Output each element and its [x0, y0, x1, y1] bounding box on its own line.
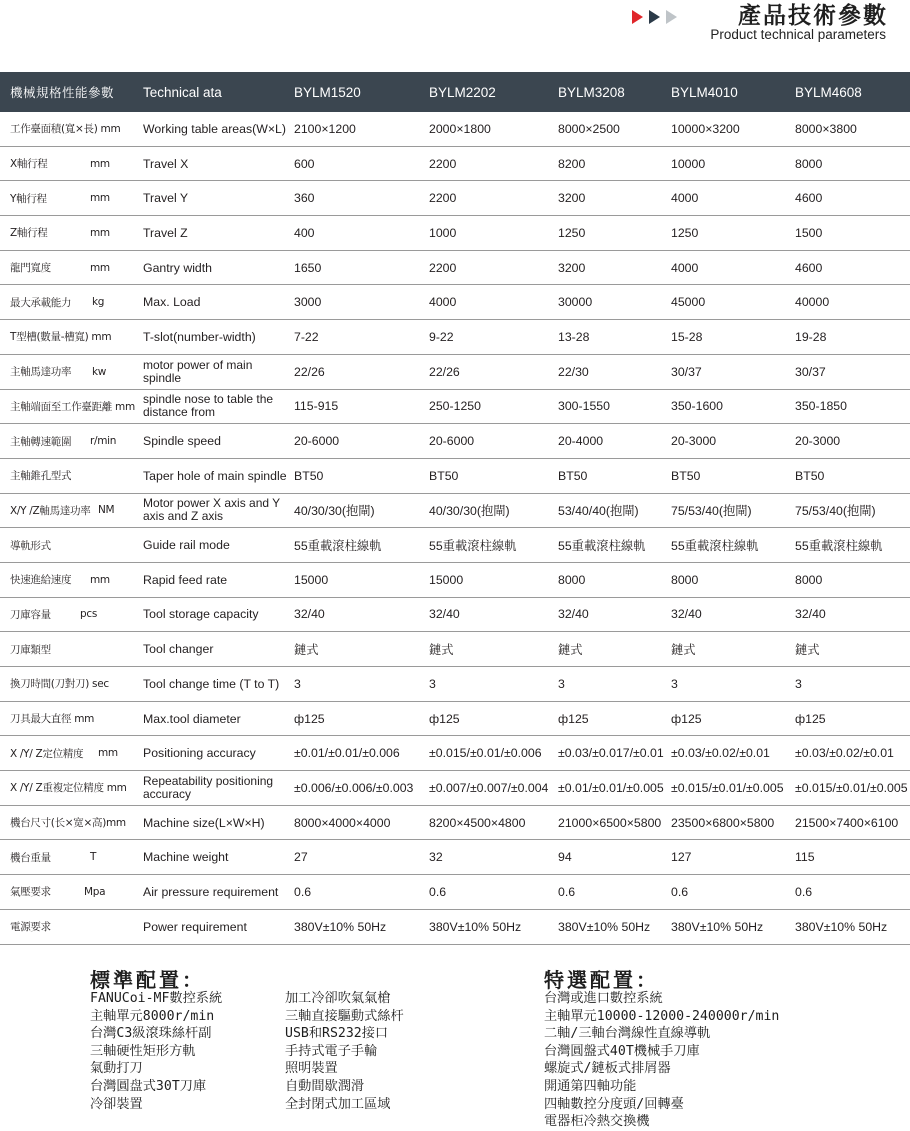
- spec-value: 55重載滾柱線軌: [294, 539, 382, 554]
- spec-value: 2200: [429, 191, 457, 206]
- param-name-en: Power requirement: [143, 919, 247, 934]
- spec-value: BT50: [429, 468, 459, 483]
- spec-value: 350-1850: [795, 399, 847, 414]
- param-zh-label: 主軸轉速範圍: [10, 435, 72, 448]
- spec-value: 9-22: [429, 329, 454, 344]
- spec-value: 30/37: [795, 364, 826, 379]
- spec-value: 8000×4000×4000: [294, 815, 391, 830]
- spec-value: 380V±10% 50Hz: [671, 919, 764, 934]
- spec-value: 15000: [294, 572, 329, 587]
- param-zh-label: 刀庫類型: [10, 643, 51, 656]
- param-name-zh: [10, 424, 138, 458]
- table-row: [0, 424, 910, 459]
- table-row: [0, 598, 910, 633]
- param-unit: kg: [92, 296, 105, 309]
- spec-value: BT50: [671, 468, 701, 483]
- spec-value: ф125: [671, 711, 702, 726]
- spec-value: 40000: [795, 295, 830, 310]
- spec-value: ±0.015/±0.01/±0.006: [429, 746, 542, 761]
- spec-value: 8200: [558, 156, 586, 171]
- config-item: 二軸/三軸台灣線性直線導軌: [544, 1026, 711, 1042]
- param-name-en: Travel Z: [143, 225, 188, 240]
- table-row: [0, 771, 910, 806]
- spec-value: 400: [294, 225, 315, 240]
- spec-value: ±0.03/±0.02/±0.01: [671, 746, 770, 761]
- table-row: [0, 147, 910, 182]
- spec-value: 1250: [558, 225, 586, 240]
- spec-value: 4000: [429, 295, 457, 310]
- param-zh-label: 主軸馬達功率: [10, 366, 72, 379]
- table-row: [0, 806, 910, 841]
- config-item: 三軸硬性矩形方軌: [90, 1043, 196, 1059]
- config-item: 台灣或進口數控系統: [544, 991, 663, 1006]
- spec-value: 15-28: [671, 329, 703, 344]
- spec-value: 3: [429, 676, 436, 691]
- param-zh-label: X /Y/ Z重複定位精度 mm: [10, 782, 127, 795]
- spec-value: 40/30/30(抱閘): [429, 504, 510, 519]
- table-row: [0, 840, 910, 875]
- spec-value: 15000: [429, 572, 464, 587]
- config-item: 加工冷卻吹氣氣槍: [285, 991, 391, 1006]
- param-name-zh: [10, 181, 138, 215]
- spec-value: 32/40: [294, 607, 325, 622]
- config-item: 手持式電子手輪: [285, 1043, 378, 1059]
- page-title: 產品技術參數: [738, 3, 888, 29]
- spec-value: 115: [795, 850, 815, 865]
- param-unit: pcs: [80, 608, 98, 621]
- spec-value: ±0.03/±0.02/±0.01: [795, 746, 894, 761]
- spec-value: 13-28: [558, 329, 590, 344]
- param-name-zh: [10, 528, 138, 562]
- spec-value: BT50: [795, 468, 825, 483]
- spec-value: ±0.01/±0.01/±0.005: [558, 780, 664, 795]
- param-unit: mm: [90, 157, 110, 170]
- param-name-en: spindle nose to table the distance from: [143, 392, 274, 420]
- param-name-en: Spindle speed: [143, 434, 221, 449]
- spec-value: 55重載滾柱線軌: [795, 539, 883, 554]
- spec-value: 鏈式: [671, 643, 696, 658]
- param-unit: mm: [90, 226, 110, 239]
- table-row: [0, 285, 910, 320]
- spec-value: ф125: [429, 711, 460, 726]
- param-unit: Mpa: [84, 885, 106, 898]
- table-row: [0, 216, 910, 251]
- spec-value: 23500×6800×5800: [671, 815, 775, 830]
- header-cell-model: BYLM4010: [671, 84, 738, 100]
- spec-value: 2000×1800: [429, 121, 491, 136]
- table-row: [0, 702, 910, 737]
- spec-value: 75/53/40(抱閘): [795, 504, 876, 519]
- config-item: 冷卻裝置: [90, 1096, 143, 1112]
- spec-value: 3: [795, 676, 802, 691]
- spec-value: 3: [294, 676, 301, 691]
- param-name-zh: [10, 806, 138, 840]
- spec-value: 380V±10% 50Hz: [429, 919, 522, 934]
- header-cell-model: BYLM2202: [429, 84, 496, 100]
- spec-value: 20-6000: [429, 434, 475, 449]
- param-name-zh: [10, 910, 138, 944]
- spec-value: ±0.007/±0.007/±0.004: [429, 780, 549, 795]
- spec-value: 3200: [558, 191, 586, 206]
- spec-value: BT50: [558, 468, 588, 483]
- spec-value: ±0.006/±0.006/±0.003: [294, 780, 414, 795]
- spec-value: 21500×7400×6100: [795, 815, 899, 830]
- param-name-zh: [10, 736, 138, 770]
- config-item: 照明裝置: [285, 1061, 338, 1077]
- param-name-en: Gantry width: [143, 260, 213, 275]
- spec-value: 0.6: [795, 884, 813, 899]
- spec-value: ±0.015/±0.01/±0.005: [671, 780, 784, 795]
- param-name-en: Motor power X axis and Y axis and Z axis: [143, 496, 280, 524]
- spec-value: 32: [429, 850, 443, 865]
- table-row: [0, 736, 910, 771]
- spec-value: 380V±10% 50Hz: [294, 919, 387, 934]
- param-name-zh: [10, 598, 138, 632]
- param-name-en: Tool change time (T to T): [143, 676, 280, 691]
- spec-value: 4000: [671, 191, 699, 206]
- spec-value: 600: [294, 156, 315, 171]
- param-name-en: Air pressure requirement: [143, 884, 279, 899]
- optional-config-title: 特選配置：: [544, 968, 659, 992]
- param-unit: kw: [92, 365, 107, 378]
- table-row: [0, 459, 910, 494]
- spec-value: 40/30/30(抱閘): [294, 504, 375, 519]
- spec-value: 20-4000: [558, 434, 604, 449]
- spec-value: 350-1600: [671, 399, 723, 414]
- spec-value: 21000×6500×5800: [558, 815, 662, 830]
- param-name-en: Max.tool diameter: [143, 711, 241, 726]
- page-subtitle: Product technical parameters: [710, 27, 886, 42]
- config-item: 台灣圓盘式30T刀庫: [90, 1078, 207, 1094]
- param-name-en: Max. Load: [143, 295, 201, 310]
- table-row: [0, 355, 910, 390]
- spec-value: 1250: [671, 225, 699, 240]
- param-name-en: Positioning accuracy: [143, 746, 256, 761]
- table-row: [0, 667, 910, 702]
- param-unit: mm: [90, 261, 110, 274]
- config-item: 主軸單元10000-12000-240000r/min: [544, 1008, 780, 1024]
- spec-value: 32/40: [429, 607, 460, 622]
- table-row: [0, 632, 910, 667]
- spec-value: BT50: [294, 468, 324, 483]
- param-name-zh: [10, 875, 138, 909]
- param-name-en: Repeatability positioning accuracy: [143, 773, 274, 801]
- param-zh-label: 刀具最大直徑 mm: [10, 713, 95, 726]
- spec-value: 7-22: [294, 329, 319, 344]
- spec-value: 94: [558, 850, 572, 865]
- param-zh-label: 電源要求: [10, 921, 51, 934]
- spec-value: 300-1550: [558, 399, 610, 414]
- table-row: [0, 181, 910, 216]
- param-name-zh: [10, 251, 138, 285]
- config-item: 螺旋式/鏈板式排屑器: [544, 1061, 671, 1077]
- spec-value: 27: [294, 850, 308, 865]
- param-zh-label: 主軸錐孔型式: [10, 470, 72, 483]
- param-name-zh: [10, 285, 138, 319]
- spec-value: 20-6000: [294, 434, 340, 449]
- param-unit: mm: [90, 192, 110, 205]
- header-cell-model: BYLM1520: [294, 84, 361, 100]
- standard-config-title: 標準配置：: [90, 968, 205, 992]
- param-zh-label: 刀庫容量: [10, 608, 51, 621]
- param-name-zh: [10, 840, 138, 874]
- config-item: 台灣圓盤式40T機械手刀庫: [544, 1043, 700, 1059]
- param-name-en: motor power of main spindle: [143, 357, 253, 385]
- table-row: [0, 875, 910, 910]
- config-item: 四軸數控分度頭/回轉臺: [544, 1096, 684, 1112]
- table-header-row: [0, 72, 910, 112]
- spec-value: 45000: [671, 295, 706, 310]
- param-zh-label: Z軸行程: [10, 227, 48, 240]
- spec-value: 鏈式: [294, 643, 319, 658]
- table-row: [0, 910, 910, 945]
- param-unit: T: [90, 851, 97, 864]
- table-row: [0, 251, 910, 286]
- table-row: [0, 320, 910, 355]
- spec-value: 0.6: [294, 884, 312, 899]
- spec-value: 22/26: [294, 364, 325, 379]
- param-unit: r/min: [90, 435, 117, 448]
- arrow-icons: [632, 8, 694, 26]
- spec-value: 1650: [294, 260, 322, 275]
- param-name-zh: [10, 147, 138, 181]
- param-name-en: T-slot(number-width): [143, 329, 256, 344]
- spec-value: 鏈式: [558, 643, 583, 658]
- config-item: 開通第四軸功能: [544, 1078, 637, 1094]
- param-name-en: Machine weight: [143, 850, 229, 865]
- config-item: USB和RS232接口: [285, 1026, 389, 1042]
- config-item: 電器柜冷熱交換機: [544, 1114, 650, 1130]
- param-zh-label: 機台尺寸(长×宽×高)mm: [10, 817, 126, 830]
- param-name-zh: [10, 459, 138, 493]
- spec-value: ф125: [795, 711, 826, 726]
- table-row: [0, 390, 910, 425]
- param-name-en: Travel X: [143, 156, 189, 171]
- spec-value: 32/40: [671, 607, 702, 622]
- param-name-zh: [10, 355, 138, 389]
- spec-value: 10000: [671, 156, 706, 171]
- spec-value: 20-3000: [671, 434, 717, 449]
- param-zh-label: 主軸端面至工作臺距離 mm: [10, 400, 135, 413]
- spec-value: 鏈式: [795, 643, 820, 658]
- spec-value: 8000: [671, 572, 699, 587]
- config-item: 自動間歇潤滑: [285, 1078, 365, 1094]
- table-row: [0, 528, 910, 563]
- config-item: FANUCoi-MF數控系統: [90, 991, 223, 1006]
- spec-value: 8000: [558, 572, 586, 587]
- param-zh-label: X/Y /Z軸馬達功率: [10, 504, 91, 517]
- spec-value: 1000: [429, 225, 457, 240]
- spec-value: 32/40: [795, 607, 826, 622]
- param-zh-label: 工作臺面積(寬×長) mm: [10, 123, 121, 136]
- spec-value: 75/53/40(抱閘): [671, 504, 752, 519]
- config-item: 氣動打刀: [90, 1061, 143, 1077]
- spec-value: 30/37: [671, 364, 702, 379]
- spec-value: 22/26: [429, 364, 460, 379]
- param-name-zh: [10, 702, 138, 736]
- spec-value: 4000: [671, 260, 699, 275]
- optional-config: [544, 964, 659, 993]
- param-zh-label: Y軸行程: [10, 192, 47, 205]
- spec-value: ±0.015/±0.01/±0.005: [795, 780, 908, 795]
- spec-value: 4600: [795, 191, 823, 206]
- spec-value: 1500: [795, 225, 823, 240]
- param-name-en: Taper hole of main spindle: [143, 468, 287, 483]
- param-name-en: Machine size(L×W×H): [143, 815, 265, 830]
- spec-value: 30000: [558, 295, 593, 310]
- header-cell-zh: 機械規格性能參數: [10, 85, 115, 100]
- standard-config: [90, 964, 205, 993]
- spec-value: 380V±10% 50Hz: [558, 919, 651, 934]
- spec-value: 380V±10% 50Hz: [795, 919, 888, 934]
- param-zh-label: 最大承載能力: [10, 296, 72, 309]
- spec-value: 3: [671, 676, 678, 691]
- param-name-zh: [10, 563, 138, 597]
- param-name-zh: [10, 390, 138, 424]
- header-cell-en: Technical ata: [143, 84, 222, 100]
- table-row: [0, 494, 910, 529]
- table-row: [0, 112, 910, 147]
- header-cell-model: BYLM3208: [558, 84, 625, 100]
- page-header: [568, 0, 888, 46]
- spec-value: 360: [294, 191, 315, 206]
- optional-config-list: [544, 990, 779, 1131]
- param-zh-label: X /Y/ Z定位精度: [10, 747, 84, 760]
- spec-value: 127: [671, 850, 692, 865]
- spec-value: 22/30: [558, 364, 589, 379]
- spec-value: 115-915: [294, 399, 339, 414]
- spec-value: 3000: [294, 295, 322, 310]
- param-zh-label: 換刀時間(刀對刀) sec: [10, 678, 109, 691]
- spec-value: 2200: [429, 260, 457, 275]
- param-zh-label: 機台重量: [10, 851, 51, 864]
- param-name-zh: [10, 771, 138, 805]
- spec-value: 0.6: [558, 884, 576, 899]
- spec-value: 53/40/40(抱閘): [558, 504, 639, 519]
- param-name-zh: [10, 667, 138, 701]
- spec-value: 19-28: [795, 329, 827, 344]
- spec-value: 8200×4500×4800: [429, 815, 526, 830]
- config-item: 全封閉式加工區域: [285, 1096, 391, 1112]
- spec-value: 8000×3800: [795, 121, 857, 136]
- standard-config-list-1: [90, 990, 222, 1113]
- param-unit: NM: [98, 504, 115, 517]
- spec-value: 10000×3200: [671, 121, 740, 136]
- param-name-en: Rapid feed rate: [143, 572, 228, 587]
- param-zh-label: 氣壓要求: [10, 886, 51, 899]
- config-item: 主軸單元8000r/min: [90, 1008, 215, 1024]
- spec-value: 0.6: [671, 884, 689, 899]
- spec-value: 55重載滾柱線軌: [671, 539, 759, 554]
- spec-value: 250-1250: [429, 399, 481, 414]
- spec-value: 鏈式: [429, 643, 454, 658]
- param-unit: mm: [90, 573, 110, 586]
- config-item: 三軸直接驅動式絲杆: [285, 1008, 404, 1024]
- spec-value: 8000: [795, 156, 823, 171]
- param-name-en: Tool changer: [143, 642, 214, 657]
- spec-value: ±0.01/±0.01/±0.006: [294, 746, 400, 761]
- spec-value: ф125: [294, 711, 325, 726]
- param-name-zh: [10, 320, 138, 354]
- param-zh-label: X軸行程: [10, 158, 48, 171]
- param-name-zh: [10, 632, 138, 666]
- param-name-en: Guide rail mode: [143, 538, 230, 553]
- spec-value: ±0.03/±0.017/±0.01: [558, 746, 664, 761]
- spec-value: 20-3000: [795, 434, 841, 449]
- param-zh-label: 龍門寬度: [10, 262, 51, 275]
- spec-value: 8000×2500: [558, 121, 620, 136]
- spec-value: 0.6: [429, 884, 447, 899]
- param-name-zh: [10, 494, 138, 528]
- config-item: 台灣C3級滾珠絲杆副: [90, 1026, 212, 1042]
- param-name-en: Working table areas(W×L): [143, 121, 286, 136]
- param-name-zh: [10, 112, 138, 146]
- spec-value: 2100×1200: [294, 121, 356, 136]
- header-cell-model: BYLM4608: [795, 84, 862, 100]
- param-zh-label: T型槽(數量-槽寬) mm: [10, 331, 112, 344]
- spec-value: 3: [558, 676, 565, 691]
- param-name-en: Travel Y: [143, 191, 189, 206]
- spec-value: 55重載滾柱線軌: [558, 539, 646, 554]
- spec-value: 32/40: [558, 607, 589, 622]
- param-unit: mm: [98, 747, 118, 760]
- spec-value: 55重載滾柱線軌: [429, 539, 517, 554]
- param-name-en: Tool storage capacity: [143, 607, 259, 622]
- spec-table: [0, 72, 910, 945]
- spec-value: 2200: [429, 156, 457, 171]
- spec-value: 4600: [795, 260, 823, 275]
- spec-value: ф125: [558, 711, 589, 726]
- param-zh-label: 快速進給速度: [10, 574, 72, 587]
- table-row: [0, 563, 910, 598]
- param-name-zh: [10, 216, 138, 250]
- spec-value: 8000: [795, 572, 823, 587]
- spec-value: 3200: [558, 260, 586, 275]
- param-zh-label: 導軌形式: [10, 539, 51, 552]
- standard-config-list-2: [285, 990, 404, 1113]
- table-body: [0, 112, 910, 945]
